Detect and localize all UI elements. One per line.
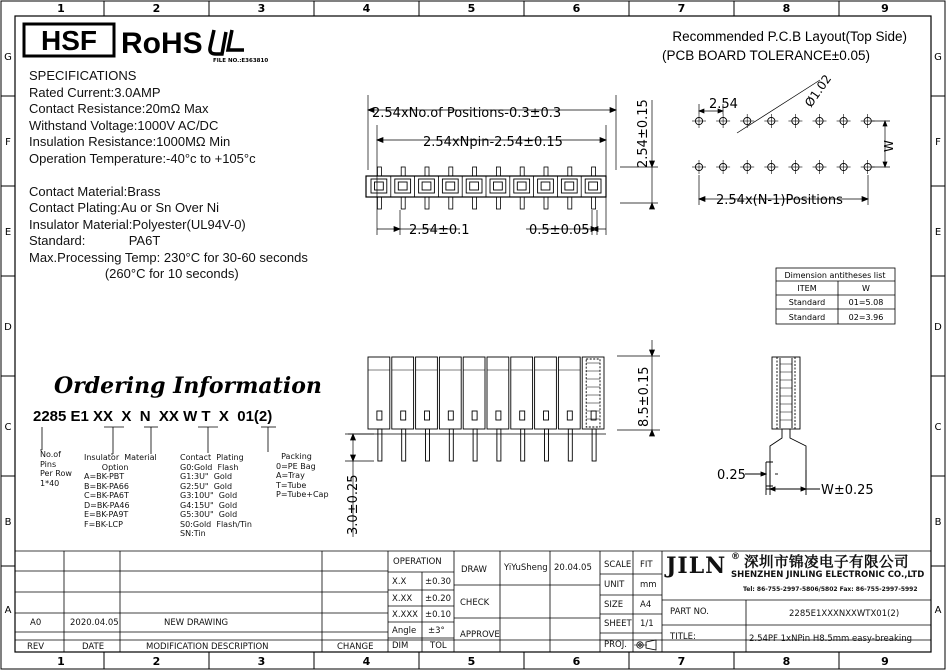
specifications: [29, 68, 308, 283]
antitheses-header-w: W: [862, 284, 870, 293]
rev-header: DATE: [82, 642, 105, 652]
antitheses-cell: Standard: [788, 298, 826, 307]
tb-size-val: A4: [640, 600, 652, 610]
front-view: [348, 357, 606, 461]
column-zone-label: 2: [152, 2, 161, 15]
pcb-layout-tolerance: (PCB BOARD TOLERANCE±0.05): [662, 48, 870, 63]
pcb-layout-title: Recommended P.C.B Layout(Top Side): [672, 29, 907, 44]
tb-tol-value: ±0.10: [425, 610, 452, 620]
company-name-en: SHENZHEN JINLING ELECTRONIC CO.,LTD: [731, 570, 925, 580]
tb-proj: PROJ.: [604, 640, 627, 650]
dim-tail-length: 3.0±0.25: [346, 474, 361, 535]
ordering-insulator-label: Insulator Material Option A=BK-PBT B=BK-PA66 C=BK-PA6T D=BK-PA46 E=BK-PA9T F=BK-LCP: [84, 453, 157, 529]
row-zone-label: F: [935, 137, 941, 148]
column-zone-label: 9: [881, 2, 889, 15]
dim-contact-thickness: 0.25: [717, 468, 746, 483]
row-zone-label: A: [934, 605, 942, 616]
row-zone-label: B: [934, 517, 942, 528]
ordering-plating-label: Contact Plating G0:Gold Flash G1:3U" Gold G2:5U" Gold G3:10U" Gold G4:15U" Gold G5:30U" Gold S0:Gold Flash/Tin SN:Tin: [180, 453, 252, 538]
specifications-heading: SPECIFICATIONS: [29, 68, 137, 83]
rev-desc-cell: NEW DRAWING: [164, 618, 229, 628]
ordering-title: Ordering Information: [54, 373, 322, 399]
tb-part-no-label: PART NO.: [670, 607, 709, 617]
row-zone-label: C: [934, 422, 942, 433]
tb-draw-date: 20.04.05: [554, 563, 592, 573]
tb-tol-value: ±0.20: [425, 594, 452, 604]
antitheses-cell: Standard: [788, 313, 826, 322]
tb-scale-val: FIT: [640, 560, 653, 570]
tb-sheet-val: 1/1: [640, 619, 654, 629]
tb-tol: TOL: [430, 641, 447, 651]
tb-tol-label: X.XX: [392, 594, 413, 604]
tb-tol-label: X.X: [392, 577, 407, 587]
column-zone-label: 8: [782, 2, 791, 15]
tb-check: CHECK: [460, 598, 490, 608]
spec-line: Rated Current:3.0AMP: [29, 84, 161, 100]
rev-header: CHANGE: [337, 642, 374, 652]
ul-file-number: FILE NO.:E363810: [213, 58, 269, 64]
row-zone-label: G: [934, 52, 942, 63]
dim-pin-width: 0.5±0.05: [529, 223, 590, 238]
antitheses-cell: 01=5.08: [848, 298, 884, 307]
row-zone-label: B: [4, 517, 12, 528]
tb-tol-value: ±0.30: [425, 577, 452, 587]
tb-part-no: 2285E1XXXNXXWTX01(2): [789, 609, 900, 619]
ul-mark-icon: [210, 30, 244, 54]
top-view: [366, 167, 606, 209]
dim-top-height: 2.54±0.15: [636, 99, 651, 168]
column-zone-label: 2: [152, 655, 161, 668]
tb-dim: DIM: [392, 641, 409, 651]
hsf-logo-text: HSF: [41, 25, 97, 56]
row-zone-label: D: [934, 322, 942, 333]
tb-title-label: TITLE:: [670, 632, 696, 642]
company-name-cn: 深圳市锦凌电子有限公司: [744, 555, 909, 571]
column-zone-label: 7: [677, 655, 686, 668]
column-zone-label: 3: [257, 2, 266, 15]
column-zone-label: 8: [782, 655, 791, 668]
row-zone-label: G: [4, 52, 12, 63]
rev-header: MODIFICATION DESCRIPTION: [146, 642, 269, 652]
tb-tol-label: X.XXX: [392, 610, 418, 620]
column-zone-label: 5: [467, 655, 476, 668]
spec-line: [29, 167, 308, 184]
dim-pin-span: 2.54xNpin-2.54±0.15: [423, 135, 563, 150]
rev-date-cell: 2020.04.05: [70, 618, 119, 628]
column-zone-label: 1: [57, 655, 65, 668]
tb-scale: SCALE: [604, 560, 632, 570]
pcb-positions-span: 2.54x(N-1)Positions: [716, 193, 843, 208]
row-zone-label: A: [4, 605, 12, 616]
hsf-logo: [24, 24, 114, 56]
column-zone-label: 5: [467, 2, 476, 15]
tb-unit-val: mm: [640, 580, 657, 590]
antitheses-title: Dimension antitheses list: [784, 271, 886, 280]
row-zone-label: F: [5, 137, 11, 148]
tb-approve: APPROVE: [460, 630, 500, 640]
tb-draw: DRAW: [461, 565, 487, 575]
tb-operation: OPERATION: [393, 557, 442, 567]
spec-line: Withstand Voltage:1000V AC/DC: [29, 117, 219, 133]
tb-tol-label: Angle: [392, 626, 417, 636]
pcb-hole-diameter: Ø1.02: [801, 72, 835, 110]
pcb-hole-pattern: [692, 114, 875, 174]
ordering-leaders: [40, 427, 276, 454]
row-zone-label: C: [4, 422, 12, 433]
ordering-code: 2285 E1 XX X N XX W T X 01(2): [33, 408, 273, 425]
dim-row-spacing: W±0.25: [821, 483, 874, 498]
company-logo: JILN: [666, 553, 727, 579]
spec-line: Contact Plating:Au or Sn Over Ni: [29, 200, 220, 215]
spec-line: (260°C for 10 seconds): [29, 266, 239, 281]
column-zone-label: 6: [572, 655, 581, 668]
tb-tol-value: ±3°: [428, 626, 445, 636]
spec-line: Operation Temperature:-40°c to +105°c: [29, 150, 256, 166]
tb-drawer: YiYuSheng: [504, 563, 548, 573]
tb-title: 2.54PF 1xNPin H8.5mm easy-breaking: [749, 634, 913, 644]
tb-size: SIZE: [604, 600, 624, 610]
company-tel: Tel: 86-755-2997-5806/5802 Fax: 86-755-2997-5992: [743, 586, 918, 593]
spec-line: Insulation Resistance:1000MΩ Min: [29, 134, 231, 149]
tb-unit: UNIT: [604, 580, 625, 590]
rohs-logo: RoHS: [121, 27, 203, 60]
spec-line: Standard: PA6T: [29, 233, 161, 248]
rev-header: REV: [27, 642, 45, 652]
tb-sheet: SHEET: [604, 619, 632, 629]
dim-pitch: 2.54±0.1: [409, 223, 470, 238]
column-zone-label: 3: [257, 655, 266, 668]
row-zone-label: E: [934, 227, 942, 238]
spec-line: Contact Resistance:20mΩ Max: [29, 101, 209, 116]
specifications-list: [29, 85, 308, 283]
dim-front-height: 8.5±0.15: [637, 366, 652, 427]
column-zone-label: 7: [677, 2, 686, 15]
rev-cell: A0: [30, 618, 42, 628]
row-zone-label: D: [4, 322, 12, 333]
column-zone-label: 6: [572, 2, 581, 15]
column-zone-label: 1: [57, 2, 65, 15]
pcb-row-spacing: W: [882, 140, 896, 152]
antitheses-header-item: ITEM: [797, 284, 817, 293]
dim-overall-length: 2.54xNo.of Positions-0.3±0.3: [372, 106, 562, 121]
spec-line: Max.Processing Temp: 230°C for 30-60 seconds: [29, 249, 308, 265]
ordering-pins-label: No.of Pins Per Row 1*40: [40, 450, 72, 488]
side-view: [745, 357, 820, 495]
column-zone-label: 4: [362, 2, 371, 15]
antitheses-cell: 02=3.96: [848, 313, 884, 322]
row-zone-label: E: [4, 227, 12, 238]
spec-line: Insulator Material:Polyester(UL94V-0): [29, 216, 246, 232]
ordering-packing-label: Packing 0=PE Bag A=Tray T=Tube P=Tube+Cap: [276, 452, 329, 499]
column-zone-label: 9: [881, 655, 889, 668]
column-zone-label: 4: [362, 655, 371, 668]
pcb-pitch: 2.54: [709, 97, 738, 112]
projection-symbol-icon: [634, 640, 656, 650]
spec-line: Contact Material:Brass: [29, 183, 161, 199]
